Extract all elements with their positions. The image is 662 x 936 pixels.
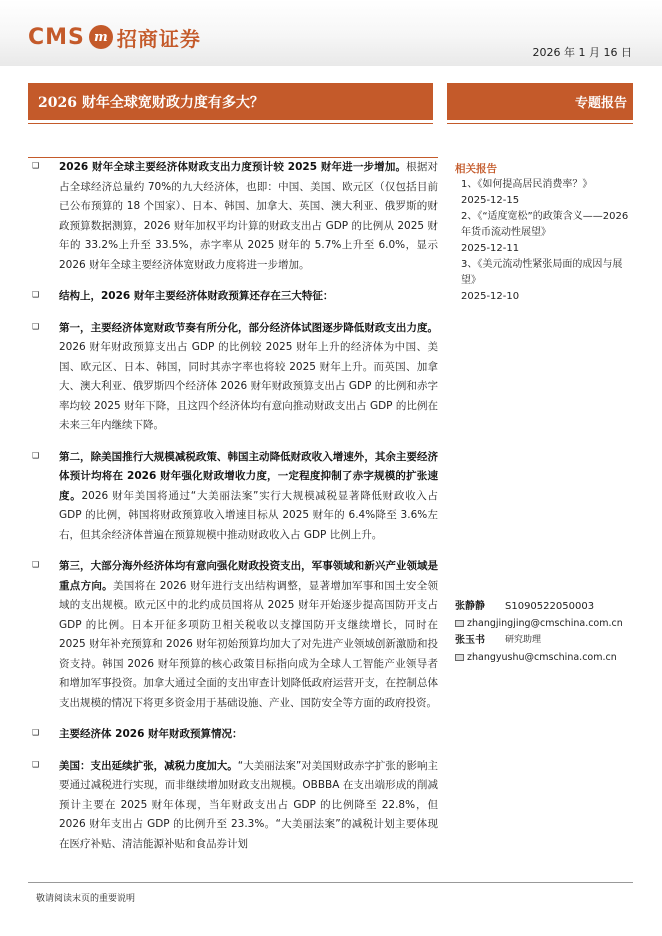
bullet-item <box>28 319 438 436</box>
bullet-text <box>59 448 438 546</box>
bullet-item <box>28 158 438 275</box>
bullet-bold: 主要经济体 2026 财年财政预算情况： <box>59 728 243 740</box>
related-report-item[interactable] <box>455 257 635 305</box>
related-report-date: 2025-12-10 <box>461 291 520 302</box>
bullet-item <box>28 557 438 713</box>
related-reports <box>455 161 635 305</box>
title-bar <box>28 83 433 120</box>
analyst-info <box>455 598 635 666</box>
logo-mark-icon: m <box>89 25 113 49</box>
related-report-date: 2025-12-11 <box>461 243 520 254</box>
bullet-body: 2026 财年美国将通过“大美丽法案”实行大规模减税显著降低财政收入占 GDP 的比例，韩国将财政预算收入增速目标从 2025 财年的 6.4%降至 3.6%左右，但其余经济体普遍在预算规模中推动财政收入占 GDP 比例上升。 <box>59 489 439 541</box>
analyst-name: 张静静 <box>455 601 485 612</box>
mail-icon <box>455 654 464 661</box>
bullet-text <box>59 757 438 855</box>
bullet-bold: 美国：支出延续扩张，减税力度加大。 <box>59 759 238 772</box>
bullet-item <box>28 287 438 307</box>
bullet-text <box>59 319 438 436</box>
report-type-bar <box>447 83 633 120</box>
analyst-row <box>455 632 635 649</box>
related-report-title: 《美元流动性紧张局面的成因与展望》 <box>461 259 623 286</box>
bullet-body: “大美丽法案”对美国财政赤字扩张的影响主要通过减税进行实现，而非继续增加财政支出规模。OBBBA 在支出端形成的削减预计主要在 2025 财年体现，当年财政支出占 GDP 的比例降至 22.8%，但 2026 财年支出占 GDP 的比例升至 23.3%。“大美丽法案”的减税计划主要体现在医疗补贴、清洁能源补贴和食品券计划 <box>59 759 438 850</box>
bullet-square-icon: ❑ <box>32 759 40 769</box>
analyst-email-row <box>455 649 635 666</box>
bullet-body: 2026 财年财政预算支出占 GDP 的比例较 2025 财年上升的经济体为中国、美国、欧元区、日本、韩国，同时其赤字率也将较 2025 财年上升。而英国、加拿大、澳大利亚、俄罗斯四个经济体 2026 财年财政预算支出占 GDP 的比例和赤字率均较 2025 财年下降，且这四个经济体均有意向推动财政支出占 GDP 的比例在未来三年内继续下降。 <box>59 341 438 431</box>
title-underline <box>28 123 433 124</box>
bullet-text <box>59 287 438 307</box>
type-underline <box>447 123 633 124</box>
related-report-date: 2025-12-15 <box>461 195 520 206</box>
bullet-square-icon: ❑ <box>32 321 40 331</box>
bullet-text <box>59 557 438 713</box>
mail-icon <box>455 620 464 627</box>
related-report-num: 3、 <box>461 259 478 270</box>
bullet-bold: 结构上，2026 财年主要经济体财政预算还存在三大特征： <box>59 290 334 302</box>
related-report-item[interactable] <box>455 177 635 209</box>
related-report-title: 《“适度宽松”的政策含义——2026 年货币流动性展望》 <box>461 211 629 238</box>
related-report-num: 2、 <box>461 211 478 222</box>
bullet-bold: 第一，主要经济体宽财政节奏有所分化，部分经济体试图逐步降低财政支出力度。 <box>59 321 438 334</box>
analyst-email[interactable]: zhangjingjing@cmschina.com.cn <box>467 618 623 629</box>
analyst-license: S1090522050003 <box>505 601 595 612</box>
logo-chinese-text: 招商证券 <box>116 26 201 51</box>
bullet-bold: 第二，除美国推行大规模减税政策、韩国主动降低财政收入增速外，其余主要经济体预计均将在 2026 财年强化财政增收力度，一定程度抑制了赤字规模的扩张速度。 <box>59 450 438 502</box>
bullet-square-icon: ❑ <box>32 560 40 569</box>
company-logo <box>28 22 201 52</box>
logo-cms-text: CMS <box>28 24 85 50</box>
related-report-title: 《如何提高居民消费率？》 <box>477 179 593 190</box>
bullet-square-icon: ❑ <box>32 161 40 170</box>
bullet-text <box>59 725 438 745</box>
bullet-square-icon: ❑ <box>32 728 40 737</box>
main-content <box>28 158 438 866</box>
bullet-item <box>28 757 438 855</box>
bullet-item <box>28 448 438 546</box>
bullet-item <box>28 725 438 745</box>
bullet-square-icon: ❑ <box>32 290 40 299</box>
analyst-row <box>455 598 635 615</box>
related-reports-title: 相关报告 <box>455 163 497 175</box>
related-report-num: 1、 <box>461 179 478 190</box>
bullet-bold: 2026 财年全球主要经济体财政支出力度预计较 2025 财年进一步增加。 <box>59 161 407 173</box>
bullet-body: 美国将在 2026 财年进行支出结构调整，显著增加军事和国土安全领域的支出规模。欧元区中的北约成员国将从 2025 财年开始逐步提高国防开支占 GDP 的比例。日本开征多项防卫相关税收以支撑国防开支继续增长，同时在 2025 财年补充预算和 2026 财年初始预算均加大了对先进产业领域创新激励和投资支持。韩国 2026 财年预算的核心政策目标指向成为全球人工智能产业领导者和增加军事投资。加拿大通过全面的支出审查计划降低政府运营开支，在控制总体支出规模的情况下将更多资金用于基础设施、产业、国防安全等方面的政府投资。 <box>59 579 439 709</box>
footer-note: 敬请阅读末页的重要说明 <box>36 894 136 904</box>
bullet-text <box>59 158 438 275</box>
report-date: 2026 年 1 月 16 日 <box>532 46 632 59</box>
analyst-email-row <box>455 615 635 632</box>
report-type: 专题报告 <box>574 96 627 111</box>
bullet-square-icon: ❑ <box>32 450 40 460</box>
analyst-role: 研究助理 <box>505 635 542 645</box>
analyst-email[interactable]: zhangyushu@cmschina.com.cn <box>467 652 617 663</box>
analyst-name: 张玉书 <box>455 635 485 646</box>
bullet-body: 根据对占全球经济总量约 70%的九大经济体，也即：中国、美国、欧元区（仅包括目前已公布预算的 18 个国家）、日本、韩国、加拿大、英国、澳大利亚、俄罗斯的财政预算数据测算，2026 财年加权平均计算的财政支出占 GDP 的比例从 2025 财年的 33.2%上升至 33.5%，赤字率从 2025 财年的 5.7%上升至 6.0%，显示 2026 财年全球主要经济体宽财政力度将进一步增加。 <box>59 161 438 271</box>
footer-rule <box>28 882 633 883</box>
related-report-item[interactable] <box>455 209 635 257</box>
report-title: 2026 财年全球宽财政力度有多大？ <box>38 94 264 111</box>
bullet-bold: 第三，大部分海外经济体均有意向强化财政投资支出，军事领域和新兴产业领域是重点方向。 <box>59 560 438 592</box>
